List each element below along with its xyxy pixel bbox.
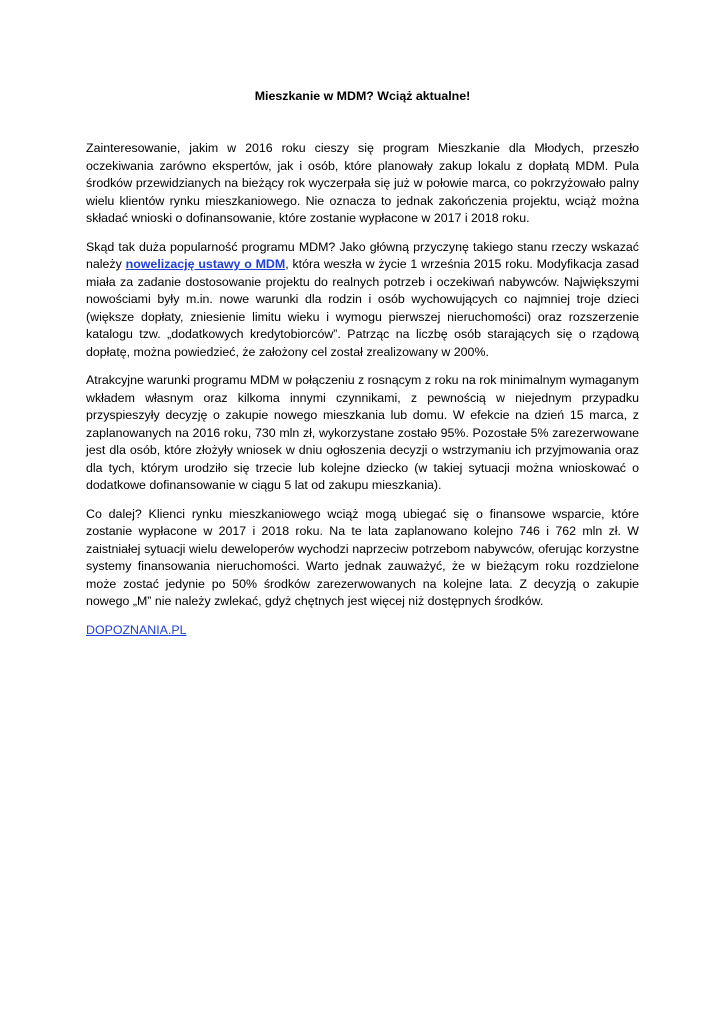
paragraph-intro: Zainteresowanie, jakim w 2016 roku cieszy się program Mieszkanie dla Młodych, przeszło oczekiwania zarówno ekspertów, jak i osób, które planowały zakup lokalu z dopłatą MDM. Pula środków przewidzianych na bieżący rok wyczerpała się już w połowie marca, co pokrzyżowało palny wielu klientów rynku mieszkaniowego. Nie oznacza to jednak zakończenia projektu, wciąż można składać wnioski o dofinansowanie, które zostanie wypłacone w 2017 i 2018 roku. [86,141,639,225]
paragraph-next-steps: Co dalej? Klienci rynku mieszkaniowego wciąż mogą ubiegać się o finansowe wsparcie, które zostanie wypłacone w 2017 i 2018 roku. Na te lata zaplanowano kolejno 746 i 762 mln zł. W zaistniałej sytuacji wielu deweloperów wychodzi naprzeciw potrzebom nabywców, oferując korzystne systemy finansowania nieruchomości. Warto jednak zauważyć, że w bieżącym roku rozdzielone może zostać jedynie po 50% środków zarezerwowanych na kolejne lata. Z decyzją o zakupie nowego „M” nie należy zwlekać, gdyż chętnych jest więcej niż dostępnych środków. [86,506,639,608]
paragraph-popularity-text-start: Skąd tak duża popularność programu MDM? Jako główną przyczynę takiego stanu rzeczy wskazać należy [86,239,639,271]
source-line [86,622,639,639]
amendment-link[interactable]: nowelizację ustawy o MDM [125,257,286,271]
paragraph-popularity [86,239,639,362]
paragraph-conditions: Atrakcyjne warunki programu MDM w połączeniu z rosnącym z roku na rok minimalnym wymaganym wkładem własnym oraz kilkoma innymi czynnikami, z pewnością w niejednym przypadku przyspieszyły decyzję o zakupie nowego mieszkania lub domu. W efekcie na dzień 15 marca, z zaplanowanych na 2016 roku, 730 mln zł, wykorzystane zostało 95%. Pozostałe 5% zarezerwowane jest dla osób, które złożyły wniosek w dniu ogłoszenia decyzji o wstrzymaniu ich przyjmowania oraz dla tych, którym urodziło się trzecie lub kolejne dziecko (w takiej sytuacji można wnioskować o dodatkowe dofinansowanie w ciągu 5 lat od zakupu mieszkania). [86,373,639,492]
document-title: Mieszkanie w MDM? Wciąż aktualne! [254,89,471,103]
document-body [86,140,639,639]
document-page [86,88,639,639]
paragraph-popularity-text-end: , która weszła w życie 1 września 2015 roku. Modyfikacja zasad miała za zadanie dostosowanie projektu do realnych potrzeb i oczekiwań nabywców. Największymi nowościami były m.in. nowe warunki dla rodzin i osób wychowujących co najmniej troje dzieci (większe dopłaty, zniesienie limitu wieku i wymogu pierwszej nieruchomości) oraz rozszerzenie katalogu tzw. „dodatkowych kredytobiorców”. Patrząc na liczbę osób starających się o rządową dopłatę, można powiedzieć, że założony cel został zrealizowany w 200%. [86,257,639,359]
source-link[interactable]: DOPOZNANIA.PL [86,622,187,637]
